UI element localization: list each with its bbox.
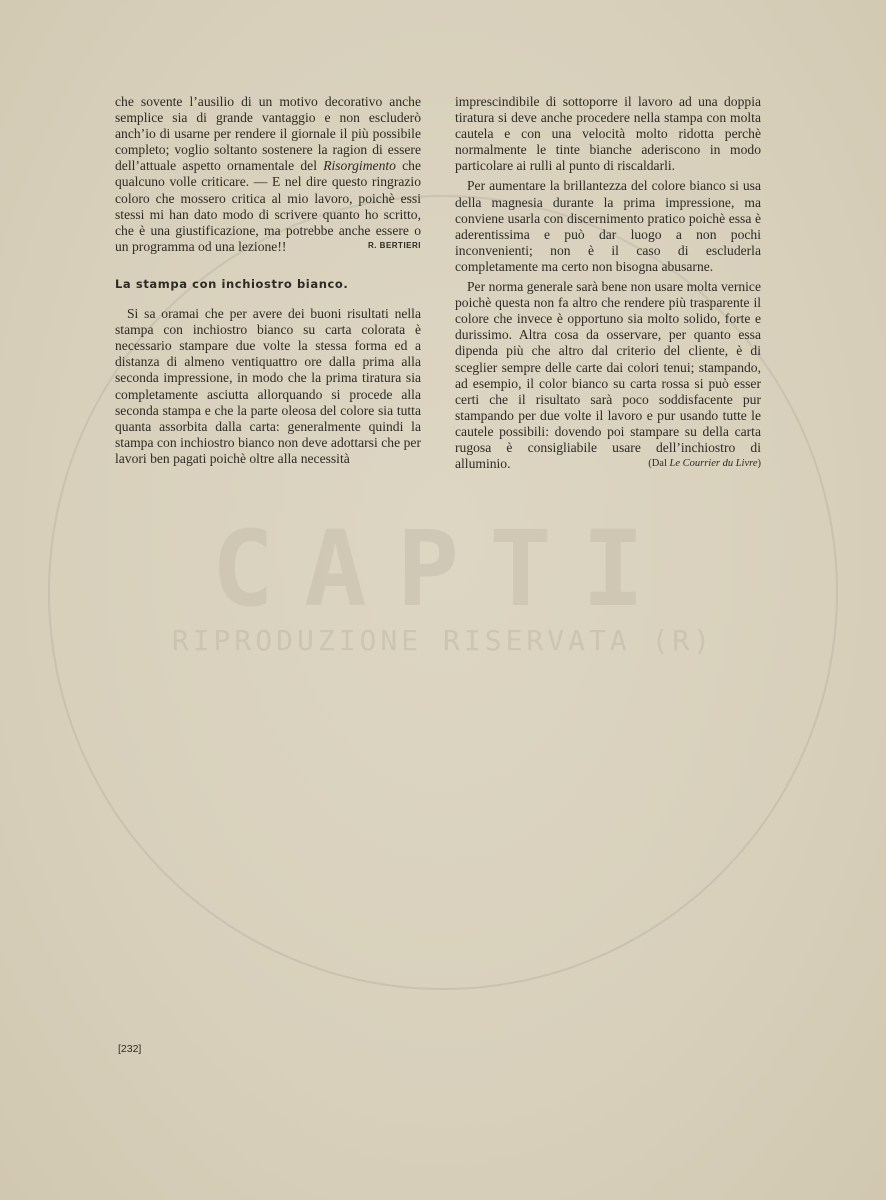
source-suffix: ): [757, 458, 761, 470]
left-column: [115, 94, 421, 467]
intro-italic-title: Risorgimento: [323, 158, 396, 174]
varnish-paragraph: [455, 279, 761, 472]
source-title: Le Courrier du Livre: [669, 458, 758, 470]
page-number: [232]: [118, 1043, 142, 1055]
varnish-text: Per norma generale sarà bene non usare molta vernice poichè questa non fa altro che rendere più trasparente il colore che invece è opportuno sia molto solido, forte e durissimo. Altra cosa da osservare, per quanto essa dipenda più che altro dal criterio del cliente, è di sceglier sempre delle carte dai colori tenui; stampando, ad esempio, il color bianco su carta rossa si può esser certi che il risultato sarà poco soddisfacente pur stampando per due volte il lavoro e pur usando tutte le cautele possibili: dovendo poi stampare su della carta rugosa è consigliabile usare dell’inchiostro di alluminio.: [455, 279, 761, 472]
continued-paragraph: imprescindibile di sottoporre il lavoro ad una doppia tiratura si deve anche procedere nella stampa con molta cautela e con una velocità molto ridotta perchè normalmente le tinte bianche aderiscono in modo particolare ai rulli al punto di riscaldarli.: [455, 94, 761, 174]
watermark-subtitle: RIPRODUZIONE RISERVATA (R): [171, 624, 715, 657]
article-paragraph: Si sa oramai che per avere dei buoni risultati nella stampa con inchiostro bianco su carta colorata è necessario stampare due volte la stessa forma ed a distanza di almeno ventiquattro ore dalla prima alla seconda impressione, in modo che la prima tiratura sia completamente asciutta allorquando si procede alla seconda stampa e che la parte oleosa del colore sia tutta quanta assorbita dalla carta: generalmente quindi la stampa con inchiostro bianco non deve adottarsi che per lavori ben pagati poichè oltre alla necessità: [115, 306, 421, 466]
watermark-title: CAPTI: [211, 508, 675, 630]
intro-paragraph: [115, 94, 421, 255]
magnesia-paragraph: Per aumentare la brillantezza del colore bianco si usa della magnesia durante la prima impressione, ma conviene usarla con discernimento pratico poichè essa è aderentissima e può dar luogo a non pochi inconvenienti; non è il caso di escluderla completamente ma certo non bisogna abusarne.: [455, 178, 761, 274]
right-column: [455, 94, 761, 472]
intro-text-a: che sovente l’ausilio di un motivo decorativo anche semplice sia di grande vantaggio e non escluderò anch’io di usarne per rendere il giornale il più possibile completo; voglio soltanto sostenere la ragion di essere dell’attuale aspetto ornamentale del: [115, 94, 421, 174]
source-citation: [636, 456, 761, 472]
source-prefix: (Dal: [648, 458, 670, 470]
intro-text-b: che qualcuno volle criticare. — E nel dire questo ringrazio coloro che mossero critica al mio lavoro, poichè essi stessi mi han dato modo di scrivere quanto ho scritto, che è una giustificazione, ma potrebbe anche essere o un programma od una lezione!!: [115, 158, 421, 254]
section-heading: La stampa con inchiostro bianco.: [115, 276, 349, 291]
author-signature: R. BERTIERI: [367, 240, 421, 250]
